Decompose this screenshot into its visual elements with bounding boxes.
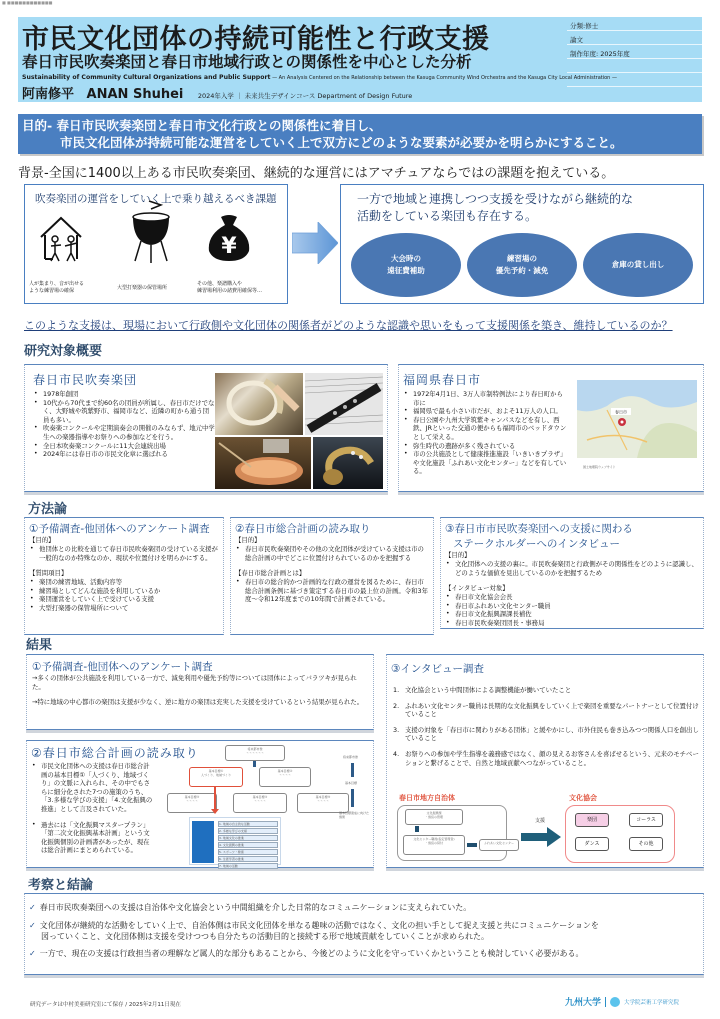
university-name: 九州大学: [565, 998, 602, 1008]
author-line: [22, 83, 412, 102]
check-icon: ✓: [29, 921, 36, 930]
english-title: Sustainability of Community Cultural Organizations and Public Support — An Analysis Centered on the Relationship between the Kasuga Community Wind Orchestra and the Kasuga City Local Administration —: [22, 74, 617, 81]
yen-pouch-icon: [205, 213, 253, 263]
label-future-vision: 将来都市像: [343, 755, 359, 759]
conclusion-panel: [24, 893, 704, 975]
challenge-caption-1: 人が集まり、音が出せる ような練習場の確保: [29, 281, 85, 294]
support-item-storage-lending: 倉庫の貸し出し: [583, 233, 693, 297]
production-year: 制作年度: 2025年度: [567, 45, 702, 59]
purpose-banner: [18, 114, 702, 154]
author-meta: 2024年入学 ｜ 未来共生デザインコース Department of Design Future: [197, 92, 413, 100]
city-title: 福岡県春日市: [403, 373, 482, 387]
section-heading-conclusion: 考察と結論: [28, 878, 94, 893]
support-box: [340, 184, 704, 304]
support-arrow-label: 支援: [535, 818, 546, 824]
group-other: その他: [629, 837, 663, 851]
right-arrow-icon: [292, 222, 338, 264]
method-1-panel: ①予備調査-他団体へのアンケート調査 【目的】 • 他団体との比較を通じて春日市民吹奏楽団の受けている支援が一般的なのか特殊なのか、現状や位置付けを明らかにする。 【質問項目】 • 楽団の練習地域、活動内容等 • 練習場としてどんな施設を利用しているか • 楽団運営をしていく上で受けている支援 • 大型打楽器の保管場所について: [24, 517, 224, 635]
culture-association-label: 文化協会: [569, 794, 597, 802]
background-statement: 背景-全国に1400以上ある市民吹奏楽団、継続的な運営にはアマチュアならではの課題を抱えている。: [18, 166, 615, 181]
section-heading-methods: 方法論: [28, 502, 68, 517]
document-type: 論文: [567, 31, 702, 45]
divider: [605, 997, 606, 1007]
data-storage-note: 研究データは中村美亜研究室にて保存 / 2025年2月11日現在: [30, 1002, 181, 1008]
method-3-title: ③春日市市民吹奏楽団への支援に関わる ステークホルダーへのインタビュー: [445, 523, 633, 550]
research-question: このような支援は、現場において行政側や文化団体の関係者がどのような認識や思いをもって支援関係を築き、維持しているのか？: [24, 319, 673, 332]
label: 【目的】: [235, 536, 261, 544]
section-heading-overview: 研究対象概要: [24, 344, 103, 359]
check-icon: ✓: [29, 903, 36, 912]
map-credit: 国土地理院ウェブサイト: [583, 465, 616, 469]
result-1-finding-1: →多くの団体が公共施設を利用している一方で、減免利用や優先予約等については団体によってバラツキが見られた。: [32, 674, 357, 691]
label: 【目的】: [445, 551, 471, 559]
check-icon: ✓: [29, 949, 36, 958]
result-2-title: ②春日市総合計画の読み取り: [31, 746, 199, 760]
label: 【インタビュー対象】: [445, 584, 509, 593]
author-name-en: ANAN Shuhei: [86, 87, 184, 102]
conclusion-point-2: ✓ 文化団体が継続的な活動をしていく上で、自治体側は市民文化団体を単なる趣味の活動ではなく、文化の担い手として捉え支援と共にコミュニケーションを: [29, 921, 599, 930]
euphonium-photo: [215, 373, 303, 435]
challenge-caption-3: その他、楽譜購入や 練習場利用の諸費用確保等…: [197, 281, 263, 294]
author-name-ja: 阿南修平: [22, 87, 75, 102]
support-item-priority-booking: 練習場の 優先予約・減免: [467, 233, 577, 297]
result-1-finding-2: →特に地域の中心都市の楽団は支援が少なく、逆に地方の楽団は充実した支援を受けているという結果が見られた。: [32, 698, 364, 707]
empty-row: [567, 59, 702, 73]
classification-panel: [567, 17, 702, 102]
group-orchestra: 楽団: [575, 813, 609, 827]
university-logo: [565, 995, 679, 1008]
challenge-caption-2: 大型打楽器の保管場所: [117, 285, 168, 291]
label: 【目的】: [29, 536, 55, 544]
purpose-line-2: 市民文化団体が持続可能な運営をしていく上で双方にどのような要素が必要かを明らかにすること。: [60, 135, 623, 150]
support-relationship-diagram: 春日市地方自治体 文化振興課 ・施設の管理 文化センター職員(指定管理者) ・施設の貸付 ふれあい文化センター 支援 文化協会 楽団 コーラス ダンス その他: [397, 793, 697, 863]
empty-row: [567, 73, 702, 87]
city-panel: [398, 364, 704, 492]
conclusion-point-3: ✓ 一方で、現在の支援は行政担当者の理解など属人的な部分もあることから、今後どのように文化を守っていくかということも検討していく必要がある。: [29, 949, 584, 958]
svg-text:¥: ¥: [221, 234, 237, 259]
label-basic-goal: 基本目標: [345, 781, 358, 785]
support-arrow-icon: [521, 827, 561, 847]
practice-house-icon: [39, 215, 83, 263]
saxophone-photo: [313, 437, 383, 489]
label: 【春日市総合計画とは】: [235, 569, 306, 578]
empty-row: [567, 87, 702, 101]
support-item-travel-subsidy: 大会時の 遠征費補助: [351, 233, 461, 297]
clarinet-photo: [305, 373, 383, 435]
label: 【質問項目】: [29, 569, 68, 578]
conclusion-point-2-cont: 図っていくこと、文化団体側は支援を受けつつも自分たちの活動目的と接続する形で地域貢献をしていくことが求められた。: [41, 932, 489, 941]
result-3-title: ③インタビュー調査: [391, 663, 484, 675]
challenges-title: 吹奏楽団の運営をしていく上で乗り越えるべき課題: [35, 193, 277, 205]
label-measures: 基本目標達成に向けた施策: [339, 811, 370, 819]
group-chorus: コーラス: [629, 813, 663, 827]
city-map: [577, 380, 697, 458]
policy-list: 1. 地域の自主的な活動 2. 多様な学びの支援 3. 地域文化の推進 4. 文化振興の推進 5. スポーツ・健康 6. 生涯学習の推進 7. 地域の活動: [189, 817, 281, 865]
timpani-icon: [129, 199, 173, 265]
classification: 分類:修士: [567, 17, 702, 31]
poster-header: [18, 17, 702, 102]
interview-findings: 1. 文化協会という中間団体による調整機能が働いていたこと 2. ふれあい文化センター職員は長期的な文化振興をしていく上で楽団を重要なパートナーとして位置付けていること 3. 支援の対象を「春日市に関わりがある団体」と緩やかにし、市外住民も巻き込みつつ関係人口を創出していること 4. お祭りへの参加や学生指導を義務感ではなく、顔の見えるお客さんを喜ばせるという、元来のモチベーションと繋げることで、自然と地域貢献へつながっていること。: [393, 686, 699, 767]
group-dance: ダンス: [575, 837, 609, 851]
timpani-photo: [215, 437, 311, 489]
result-1-title: ①予備調査-他団体へのアンケート調査: [32, 661, 213, 673]
orchestra-title: 春日市民吹奏楽団: [33, 373, 138, 387]
section-heading-results: 結果: [26, 638, 53, 653]
method-3-panel: ③春日市市民吹奏楽団への支援に関わる ステークホルダーへのインタビュー 【目的】 • 文化団体への支援の裏に。市民吹奏楽団と行政側がその関係性をどのように認識し、どのような価値を見出しているのかを把握するため 【インタビュー対象】 • 春日市文化協会会長 • 春日市ふれあい文化センター職員 • 春日市文化振興課課長補佐 • 春日市民吹奏楽団団長・事務局: [440, 517, 704, 629]
general-plan-diagram: 将来都市像 〜〜〜〜〜〜 基本目標① 人づくり、地域づくり 基本目標② 〜〜〜〜 基本目標③ 〜〜〜〜 基本目標④ 〜〜〜〜 基本目標⑤ 〜〜〜〜 1. 地域の自主的な活動 2. 多様な学びの支援 3. 地域文化の推進 4. 文化振興の推進 5. スポーツ・健康 6. 生涯学習の推進 7. 地域の活動 将来都市像 基本目標 基本目標達成に向けた施策: [167, 745, 371, 865]
city-facts: • 1972年4月1日、3万人市制特例法により春日町から市に • 福岡県で最も小さい市だが、およそ11万人の人口。 • 春日公園や九州大学筑紫キャンパスなどを有し、西鉄、JRといった交通の便からも福岡市のベッドタウンとして栄える。 • 弥生時代の遺跡が多く残されている • 市の公共施設として健康推進施設「いきいきプラザ」や文化施設「ふれあい文化センター」などを有している。: [403, 390, 569, 476]
result-2-findings: • 市民文化団体への支援は春日市総合計画の基本目標①「人づくり、地域づくり」の文脈に入れられ、その中でもさらに細分化された7つの施策のうち、「3.多様な学びの支援」「4.文化振興の推進」として言及されていた。: [31, 762, 155, 814]
svg-text:春日市: 春日市: [615, 409, 627, 415]
challenges-box: [24, 184, 288, 304]
orchestra-panel: [24, 364, 388, 492]
top-stamp: ■ ■■■■■■■■■■■■: [2, 0, 53, 5]
orchestra-facts: • 1978年創団 • 10代から70代まで約60名の団員が所属し、春日市だけでなく、大野城や筑紫野市、福岡市など、近隣の町から通う団員も多い。 • 吹奏楽コンクールや定期演奏会の開催のみならず、地元中学生への楽器指導やお祭りへの参加などを行う。 • 全日本吹奏楽コンクールに11大会連続出場 • 2024年には春日市の市民文化章に選ばれる: [33, 390, 215, 459]
result-1-panel: [26, 654, 374, 730]
conclusion-point-1: ✓ 春日市民吹奏楽団への支援は自治体や文化協会という中間組織を介した日常的なコミュニケーションに支えられていた。: [29, 903, 472, 912]
support-statement: 一方で地域と連携しつつ支援を受けながら継続的な 活動をしている楽団も存在する。: [357, 192, 634, 223]
school-emblem-icon: [610, 997, 620, 1007]
result-2-panel: ②春日市総合計画の読み取り • 市民文化団体への支援は春日市総合計画の基本目標①「人づくり、地域づくり」の文脈に入れられ、その中でもさらに細分化された7つの施策のうち、「3.多様な学びの支援」「4.文化振興の推進」として言及されていた。 • 過去には「文化振興マスタープラン」「第二次文化振興基本計画」という文化振興個別の計画書があったが、現在は総合計画にまとめられている。 将来都市像 〜〜〜〜〜〜 基本目標① 人づくり、地域づくり 基本目標② 〜〜〜〜 基本目標③ 〜〜〜〜 基本目標④ 〜〜〜〜 基本目標⑤ 〜〜〜〜 1. 地域の自主的な活動 2. 多様な学びの支援 3. 地域文化の推進 4. 文化振興の推進 5. スポーツ・健康 6. 生涯学習の推進 7. 地域の活動 将来都市像 基本目標 基本目標達成に向けた施策: [26, 740, 374, 868]
method-2-panel: ②春日市総合計画の読み取り 【目的】 • 春日市民吹奏楽団やその他の文化団体が受けている支援は市の総合計画の中でどこに位置付けられているのかを把握する 【春日市総合計画とは】 • 春日市の総合的かつ計画的な行政の運営を図るために、春日市総合計画条例に基づき策定する春日市の最上位の計画。令和3年度～令和12年度までの10年間で計画されている。: [230, 517, 434, 635]
method-1-title: ①予備調査-他団体へのアンケート調査: [29, 523, 210, 535]
result-3-panel: [386, 654, 704, 868]
local-government-label: 春日市地方自治体: [399, 794, 455, 802]
page-title: 市民文化団体の持続可能性と行政支援: [22, 24, 490, 55]
purpose-line-1: 目的- 春日市民吹奏楽団と春日市文化行政との関係性に着目し、: [22, 118, 382, 133]
method-2-title: ②春日市総合計画の読み取り: [235, 523, 371, 535]
school-name: 大学院芸術工学研究院: [624, 999, 680, 1006]
page-subtitle: 春日市民吹奏楽団と春日市地域行政との関係性を中心とした分析: [22, 53, 472, 71]
